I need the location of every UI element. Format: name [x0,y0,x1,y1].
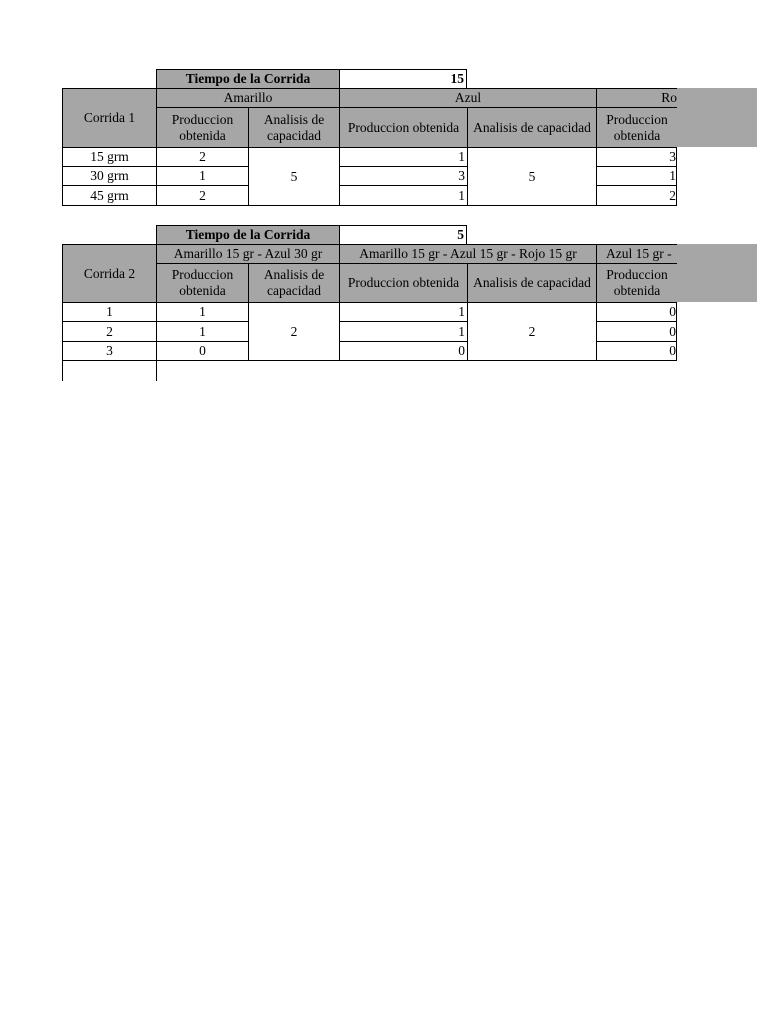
time-value[interactable]: 15 [339,69,467,89]
capacidad-value[interactable]: 2 [467,302,597,361]
table-cell[interactable]: 0 [596,341,677,361]
table-cell[interactable]: 1 [156,166,249,186]
sub-header-capacidad: Analisis de capacidad [467,107,597,148]
sub-header-capacidad: Analisis de capacidad [467,263,597,303]
row-label[interactable]: 2 [62,321,157,342]
table-cell[interactable]: 2 [156,147,249,167]
table-cell[interactable]: 1 [339,302,468,322]
capacidad-value[interactable]: 5 [248,147,340,206]
table-cell[interactable]: 3 [339,166,468,186]
group-header: Amarillo 15 gr - Azul 15 gr - Rojo 15 gr [339,244,597,264]
group-header: Azul 15 gr - [596,244,677,264]
table-cell[interactable]: 0 [596,321,677,342]
time-label: Tiempo de la Corrida [156,225,340,245]
grid-line [156,360,157,381]
table-cell[interactable]: 2 [156,185,249,206]
sub-header-capacidad: Analisis de capacidad [248,263,340,303]
sub-header-produccion: Produccion obtenida [339,263,468,303]
table-cell[interactable]: 2 [596,185,677,206]
group-header: Amarillo [156,88,340,108]
gray-fill [677,244,757,302]
table-cell[interactable]: 1 [156,302,249,322]
grid-line [62,360,63,381]
group-header: Ro [596,88,677,108]
sub-header-produccion: Produccion obtenida [596,107,677,148]
table-cell[interactable]: 1 [339,147,468,167]
row-label[interactable]: 45 grm [62,185,157,206]
table-cell[interactable]: 0 [596,302,677,322]
table-cell[interactable]: 3 [596,147,677,167]
table-cell[interactable]: 0 [339,341,468,361]
group-header: Azul [339,88,597,108]
table-cell[interactable]: 1 [339,185,468,206]
time-label: Tiempo de la Corrida [156,69,340,89]
row-label[interactable]: 3 [62,341,157,361]
table-cell[interactable]: 0 [156,341,249,361]
table-cell[interactable]: 1 [156,321,249,342]
sub-header-produccion: Produccion obtenida [596,263,677,303]
capacidad-value[interactable]: 5 [467,147,597,206]
row-header-corrida: Corrida 1 [62,88,157,148]
row-label[interactable]: 1 [62,302,157,322]
gray-fill [677,88,757,147]
group-header: Amarillo 15 gr - Azul 30 gr [156,244,340,264]
sub-header-produccion: Produccion obtenida [156,107,249,148]
row-header-corrida: Corrida 2 [62,244,157,303]
sub-header-produccion: Produccion obtenida [156,263,249,303]
table-cell[interactable]: 1 [596,166,677,186]
time-value[interactable]: 5 [339,225,467,245]
table-cell[interactable]: 1 [339,321,468,342]
row-label[interactable]: 15 grm [62,147,157,167]
row-label[interactable]: 30 grm [62,166,157,186]
capacidad-value[interactable]: 2 [248,302,340,361]
sub-header-produccion: Produccion obtenida [339,107,468,148]
sub-header-capacidad: Analisis de capacidad [248,107,340,148]
